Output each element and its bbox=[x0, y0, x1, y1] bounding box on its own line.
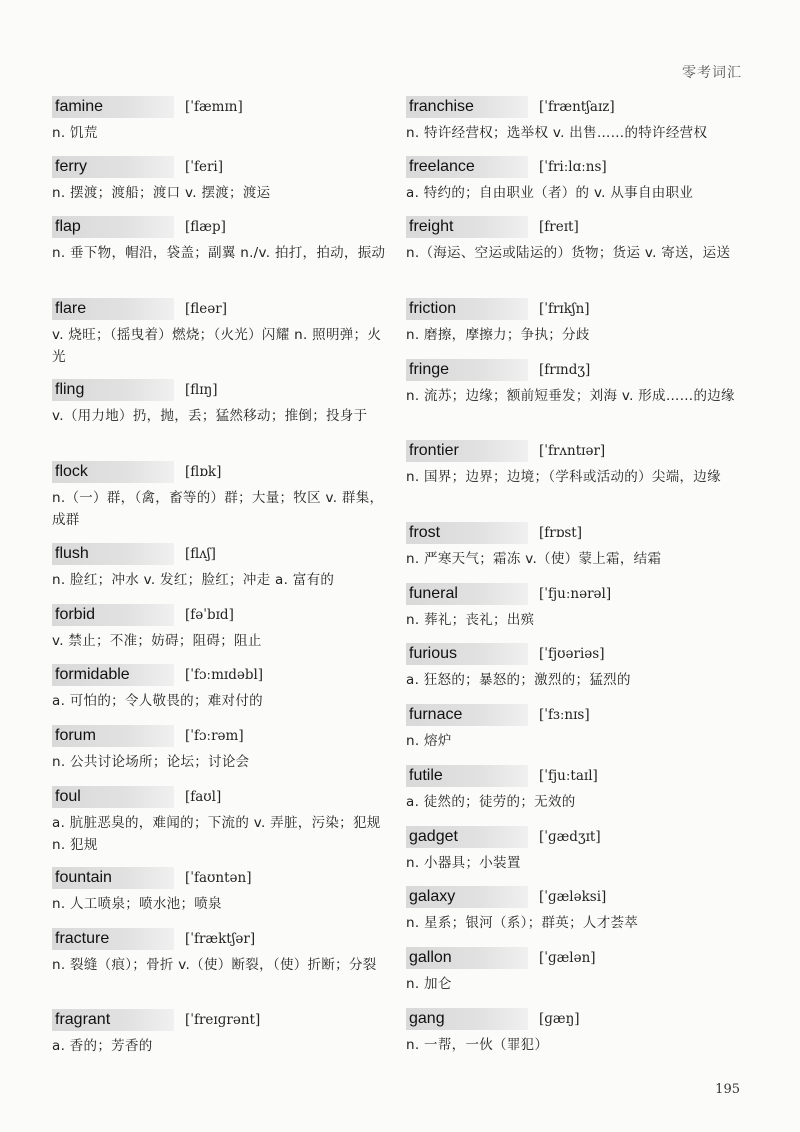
phonetic: [flæp] bbox=[185, 219, 226, 235]
entry-left bbox=[52, 298, 392, 368]
definition: n. 一帮，一伙（罪犯） bbox=[406, 1037, 549, 1053]
definition: n. 裂缝（痕）；骨折 v.（使）断裂，（使）折断；分裂 bbox=[52, 957, 377, 973]
headword: fountain bbox=[55, 869, 112, 886]
phonetic: [ˈɡælən] bbox=[539, 950, 596, 966]
entry-right bbox=[406, 765, 756, 813]
headword: flare bbox=[55, 300, 87, 317]
definition: n.（海运、空运或陆运的）货物；货运 v. 寄送，运送 bbox=[406, 245, 731, 261]
definition: v. 烧旺；（摇曳着）燃烧；（火光）闪耀 n. 照明弹；火光 bbox=[52, 327, 382, 365]
headword: fragrant bbox=[55, 1011, 111, 1028]
entry-headline bbox=[52, 461, 392, 485]
definition: n. 公共讨论场所；论坛；讨论会 bbox=[52, 754, 250, 770]
entry-headline bbox=[52, 543, 392, 567]
entry-left bbox=[52, 786, 392, 856]
entry-headline bbox=[52, 1009, 392, 1033]
definition: n. 葬礼；丧礼；出殡 bbox=[406, 612, 535, 628]
entry-headline bbox=[406, 704, 756, 728]
definition: n. 饥荒 bbox=[52, 125, 98, 141]
entry-headline bbox=[406, 440, 756, 464]
phonetic: [ˈfreɪɡrənt] bbox=[185, 1012, 261, 1028]
definition: a. 徒然的；徒劳的；无效的 bbox=[406, 794, 576, 810]
headword: frontier bbox=[409, 442, 459, 459]
phonetic: [flɒk] bbox=[185, 464, 222, 480]
phonetic: [flɪŋ] bbox=[185, 382, 218, 398]
headword: franchise bbox=[409, 98, 474, 115]
phonetic: [ˈɡæləksi] bbox=[539, 889, 607, 905]
phonetic: [ˈfrʌntɪər] bbox=[539, 443, 606, 459]
definition: v. 禁止；不准；妨碍；阻碍；阻止 bbox=[52, 633, 262, 649]
entry-headline bbox=[52, 156, 392, 180]
headword: friction bbox=[409, 300, 457, 317]
entry-headline bbox=[406, 96, 756, 120]
entry-left bbox=[52, 604, 392, 652]
entry-left bbox=[52, 867, 392, 915]
entry-left bbox=[52, 96, 392, 144]
entry-left bbox=[52, 664, 392, 712]
entry-headline bbox=[52, 786, 392, 810]
entry-headline bbox=[406, 359, 756, 383]
phonetic: [ˈferi] bbox=[185, 159, 224, 175]
phonetic: [ˈfæmɪn] bbox=[185, 99, 243, 115]
phonetic: [flʌʃ] bbox=[185, 546, 216, 562]
entry-right bbox=[406, 96, 756, 144]
entry-right bbox=[406, 216, 756, 264]
definition: n. 熔炉 bbox=[406, 733, 452, 749]
definition: a. 特约的；自由职业（者）的 v. 从事自由职业 bbox=[406, 185, 694, 201]
entry-headline bbox=[406, 643, 756, 667]
phonetic: [fleər] bbox=[185, 301, 227, 317]
phonetic: [ˈfrɪkʃn] bbox=[539, 301, 590, 317]
definition: n. 星系；银河（系）；群英；人才荟萃 bbox=[406, 915, 639, 931]
running-header: 零考词汇 bbox=[682, 65, 742, 81]
headword: fringe bbox=[409, 361, 450, 378]
phonetic: [frɪndʒ] bbox=[539, 362, 591, 378]
entry-left bbox=[52, 1009, 392, 1057]
entry-headline bbox=[52, 664, 392, 688]
headword: galaxy bbox=[409, 888, 456, 905]
entry-left bbox=[52, 461, 392, 531]
entry-right bbox=[406, 440, 756, 488]
headword: funeral bbox=[409, 585, 458, 602]
entry-headline bbox=[52, 96, 392, 120]
phonetic: [ˈfɔːrəm] bbox=[185, 728, 244, 744]
phonetic: [ɡæŋ] bbox=[539, 1011, 580, 1027]
entry-right bbox=[406, 298, 756, 346]
entry-headline bbox=[52, 928, 392, 952]
entry-headline bbox=[52, 298, 392, 322]
entry-headline bbox=[52, 379, 392, 403]
phonetic: [faʊl] bbox=[185, 789, 222, 805]
headword: foul bbox=[55, 788, 81, 805]
phonetic: [ˈfɔːmɪdəbl] bbox=[185, 667, 264, 683]
phonetic: [ˈfræktʃər] bbox=[185, 931, 256, 947]
entry-headline bbox=[406, 765, 756, 789]
page-number: 195 bbox=[715, 1082, 740, 1097]
entry-headline bbox=[406, 947, 756, 971]
entry-left bbox=[52, 928, 392, 976]
definition: a. 狂怒的；暴怒的；激烈的；猛烈的 bbox=[406, 672, 631, 688]
headword: frost bbox=[409, 524, 441, 541]
entry-right bbox=[406, 359, 756, 407]
entry-left bbox=[52, 156, 392, 204]
phonetic: [ˈfjuːnərəl] bbox=[539, 586, 612, 602]
entry-left bbox=[52, 543, 392, 591]
entry-headline bbox=[52, 216, 392, 240]
phonetic: [ˈfaʊntən] bbox=[185, 870, 252, 886]
phonetic: [ˈfjuːtaɪl] bbox=[539, 768, 598, 784]
entry-headline bbox=[52, 725, 392, 749]
definition: n. 小器具；小装置 bbox=[406, 855, 521, 871]
entry-left bbox=[52, 379, 392, 427]
phonetic: [ˈfjʊəriəs] bbox=[539, 646, 605, 662]
definition: n. 流苏；边缘；额前短垂发；刘海 v. 形成……的边缘 bbox=[406, 388, 735, 404]
entry-right bbox=[406, 947, 756, 995]
phonetic: [fəˈbɪd] bbox=[185, 607, 234, 623]
entry-right bbox=[406, 156, 756, 204]
entry-headline bbox=[406, 886, 756, 910]
entry-right bbox=[406, 583, 756, 631]
definition: n. 脸红；冲水 v. 发红；脸红；冲走 a. 富有的 bbox=[52, 572, 335, 588]
definition: n. 严寒天气；霜冻 v.（使）蒙上霜，结霜 bbox=[406, 551, 662, 567]
headword: forum bbox=[55, 727, 96, 744]
entry-headline bbox=[406, 298, 756, 322]
entry-right bbox=[406, 704, 756, 752]
headword: futile bbox=[409, 767, 443, 784]
headword: famine bbox=[55, 98, 104, 115]
entry-right bbox=[406, 1008, 756, 1056]
headword: fling bbox=[55, 381, 85, 398]
entry-headline bbox=[406, 583, 756, 607]
definition: v.（用力地）扔，抛，丢；猛然移动；推倒；投身于 bbox=[52, 408, 368, 424]
entry-right bbox=[406, 826, 756, 874]
headword: ferry bbox=[55, 158, 87, 175]
entry-headline bbox=[406, 156, 756, 180]
headword: fracture bbox=[55, 930, 110, 947]
headword: gadget bbox=[409, 828, 458, 845]
phonetic: [ˈfræntʃaɪz] bbox=[539, 99, 615, 115]
definition: a. 肮脏恶臭的，难闻的；下流的 v. 弄脏，污染；犯规 n. 犯规 bbox=[52, 815, 381, 853]
entry-headline bbox=[52, 604, 392, 628]
headword: freight bbox=[409, 218, 454, 235]
phonetic: [ˈfriːlɑːns] bbox=[539, 159, 607, 175]
entry-left bbox=[52, 216, 392, 264]
headword: flush bbox=[55, 545, 89, 562]
entry-headline bbox=[406, 826, 756, 850]
definition: a. 可怕的；令人敬畏的；难对付的 bbox=[52, 693, 263, 709]
headword: flap bbox=[55, 218, 81, 235]
entry-left bbox=[52, 725, 392, 773]
headword: gang bbox=[409, 1010, 445, 1027]
phonetic: [frɒst] bbox=[539, 525, 582, 541]
definition: a. 香的；芳香的 bbox=[52, 1038, 153, 1054]
headword: formidable bbox=[55, 666, 130, 683]
headword: freelance bbox=[409, 158, 475, 175]
entry-headline bbox=[406, 216, 756, 240]
definition: n. 人工喷泉；喷水池；喷泉 bbox=[52, 896, 222, 912]
headword: furious bbox=[409, 645, 458, 662]
headword: gallon bbox=[409, 949, 452, 966]
phonetic: [ˈɡædʒɪt] bbox=[539, 829, 601, 845]
headword: furnace bbox=[409, 706, 463, 723]
definition: n. 加仑 bbox=[406, 976, 452, 992]
entry-right bbox=[406, 643, 756, 691]
definition: n. 特许经营权；选举权 v. 出售……的特许经营权 bbox=[406, 125, 708, 141]
headword: flock bbox=[55, 463, 88, 480]
entry-headline bbox=[406, 522, 756, 546]
definition: n. 垂下物，帽沿，袋盖；副翼 n./v. 拍打，拍动，振动 bbox=[52, 245, 386, 261]
phonetic: [freɪt] bbox=[539, 219, 579, 235]
entry-headline bbox=[52, 867, 392, 891]
definition: n. 磨擦，摩擦力；争执；分歧 bbox=[406, 327, 590, 343]
headword: forbid bbox=[55, 606, 96, 623]
definition: n. 国界；边界；边境；（学科或活动的）尖端，边缘 bbox=[406, 469, 721, 485]
phonetic: [ˈfɜːnɪs] bbox=[539, 707, 590, 723]
definition: n.（一）群，（禽，畜等的）群；大量；牧区 v. 群集，成群 bbox=[52, 490, 384, 528]
definition: n. 摆渡；渡船；渡口 v. 摆渡；渡运 bbox=[52, 185, 271, 201]
entry-right bbox=[406, 522, 756, 570]
entry-headline bbox=[406, 1008, 756, 1032]
entry-right bbox=[406, 886, 756, 934]
